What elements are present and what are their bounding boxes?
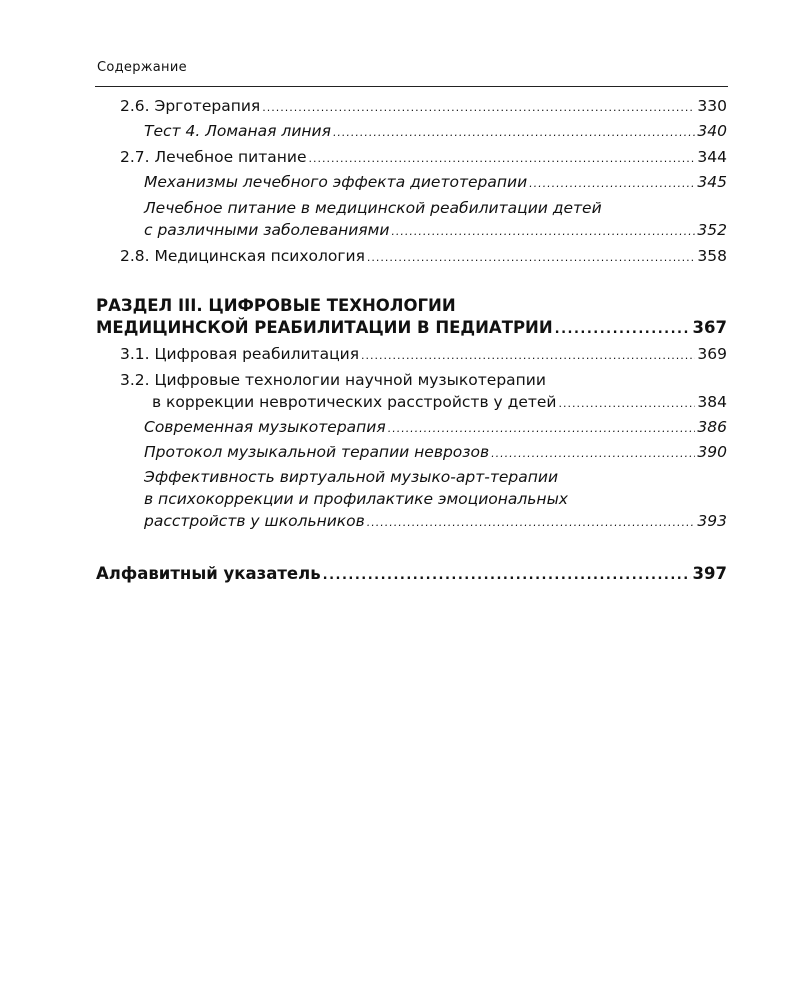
toc-entry-3-1[interactable] [120,343,727,367]
toc-entry-title: расстройств у школьников [144,512,365,530]
toc-entry-virtual-music-art-therapy[interactable] [144,466,727,534]
toc-entry-test-4[interactable] [144,120,727,144]
toc-entry-title-line: РАЗДЕЛ III. ЦИФРОВЫЕ ТЕХНОЛОГИИ [96,296,456,315]
toc-entry-2-7[interactable] [120,146,727,170]
toc-page-number: 367 [692,318,727,337]
toc-entry-title: Современная музыкотерапия [144,418,386,436]
toc-page-number: 390 [697,443,727,461]
leader-dots [391,221,695,243]
toc-entry-2-8[interactable] [120,245,727,269]
leader-dots [367,247,695,269]
toc-page-number: 345 [697,173,727,191]
toc-page-number: 384 [697,393,727,411]
toc-entry-alphabetical-index[interactable] [96,563,727,587]
toc-entry-title-line: Лечебное питание в медицинской реабилитации детей [144,199,602,217]
toc-entry-section-3[interactable] [96,295,727,341]
toc-page-number: 393 [697,512,727,530]
toc-entry-title: 2.7. Лечебное питание [120,148,307,166]
toc-entry-3-2[interactable] [120,369,727,415]
toc-entry-title: Протокол музыкальной терапии неврозов [144,443,490,461]
leader-dots [388,418,696,440]
leader-dots [367,512,696,534]
leader-dots [559,393,696,415]
toc-page-number: 358 [697,247,727,265]
toc-entry-title: с различными заболеваниями [144,221,390,239]
toc-entry-title: 2.6. Эрготерапия [120,97,261,115]
toc-page-number: 352 [697,221,727,239]
toc-entry-title: Алфавитный указатель [96,564,321,583]
leader-dots [361,345,695,367]
leader-dots [333,122,695,144]
toc-entry-title: Тест 4. Ломаная линия [144,122,331,140]
toc-entry-2-6[interactable] [120,95,727,119]
leader-dots [262,97,695,119]
toc-entry-title: МЕДИЦИНСКОЙ РЕАБИЛИТАЦИИ В ПЕДИАТРИИ [96,318,553,337]
leader-dots [309,148,696,170]
toc-entry-title-line: 3.2. Цифровые технологии научной музыкотерапии [120,371,546,389]
leader-dots [529,173,695,195]
running-header: Содержание [97,60,187,75]
toc-entry-modern-music-therapy[interactable] [144,416,727,440]
leader-dots [323,565,691,587]
toc-entry-neurosis-protocol[interactable] [144,441,727,465]
toc-entry-nutrition-rehab[interactable] [144,197,727,243]
leader-dots [491,443,695,465]
toc-page-number: 330 [697,97,727,115]
toc-entry-title: 3.1. Цифровая реабилитация [120,345,360,363]
toc-page-number: 397 [692,564,727,583]
leader-dots [555,319,691,341]
toc-entry-title-line: Эффективность виртуальной музыко-арт-терапии [144,468,559,486]
toc-page-number: 386 [697,418,727,436]
toc-entry-title: Механизмы лечебного эффекта диетотерапии [144,173,528,191]
toc-page-number: 369 [697,345,727,363]
toc-entry-title: 2.8. Медицинская психология [120,247,365,265]
toc-entry-diet-mechanisms[interactable] [144,171,727,195]
toc-page-number: 344 [697,148,727,166]
toc-entry-title-line: в психокоррекции и профилактике эмоциональных [144,490,568,508]
toc-page-number: 340 [697,122,727,140]
toc-entry-title: в коррекции невротических расстройств у детей [152,393,557,411]
